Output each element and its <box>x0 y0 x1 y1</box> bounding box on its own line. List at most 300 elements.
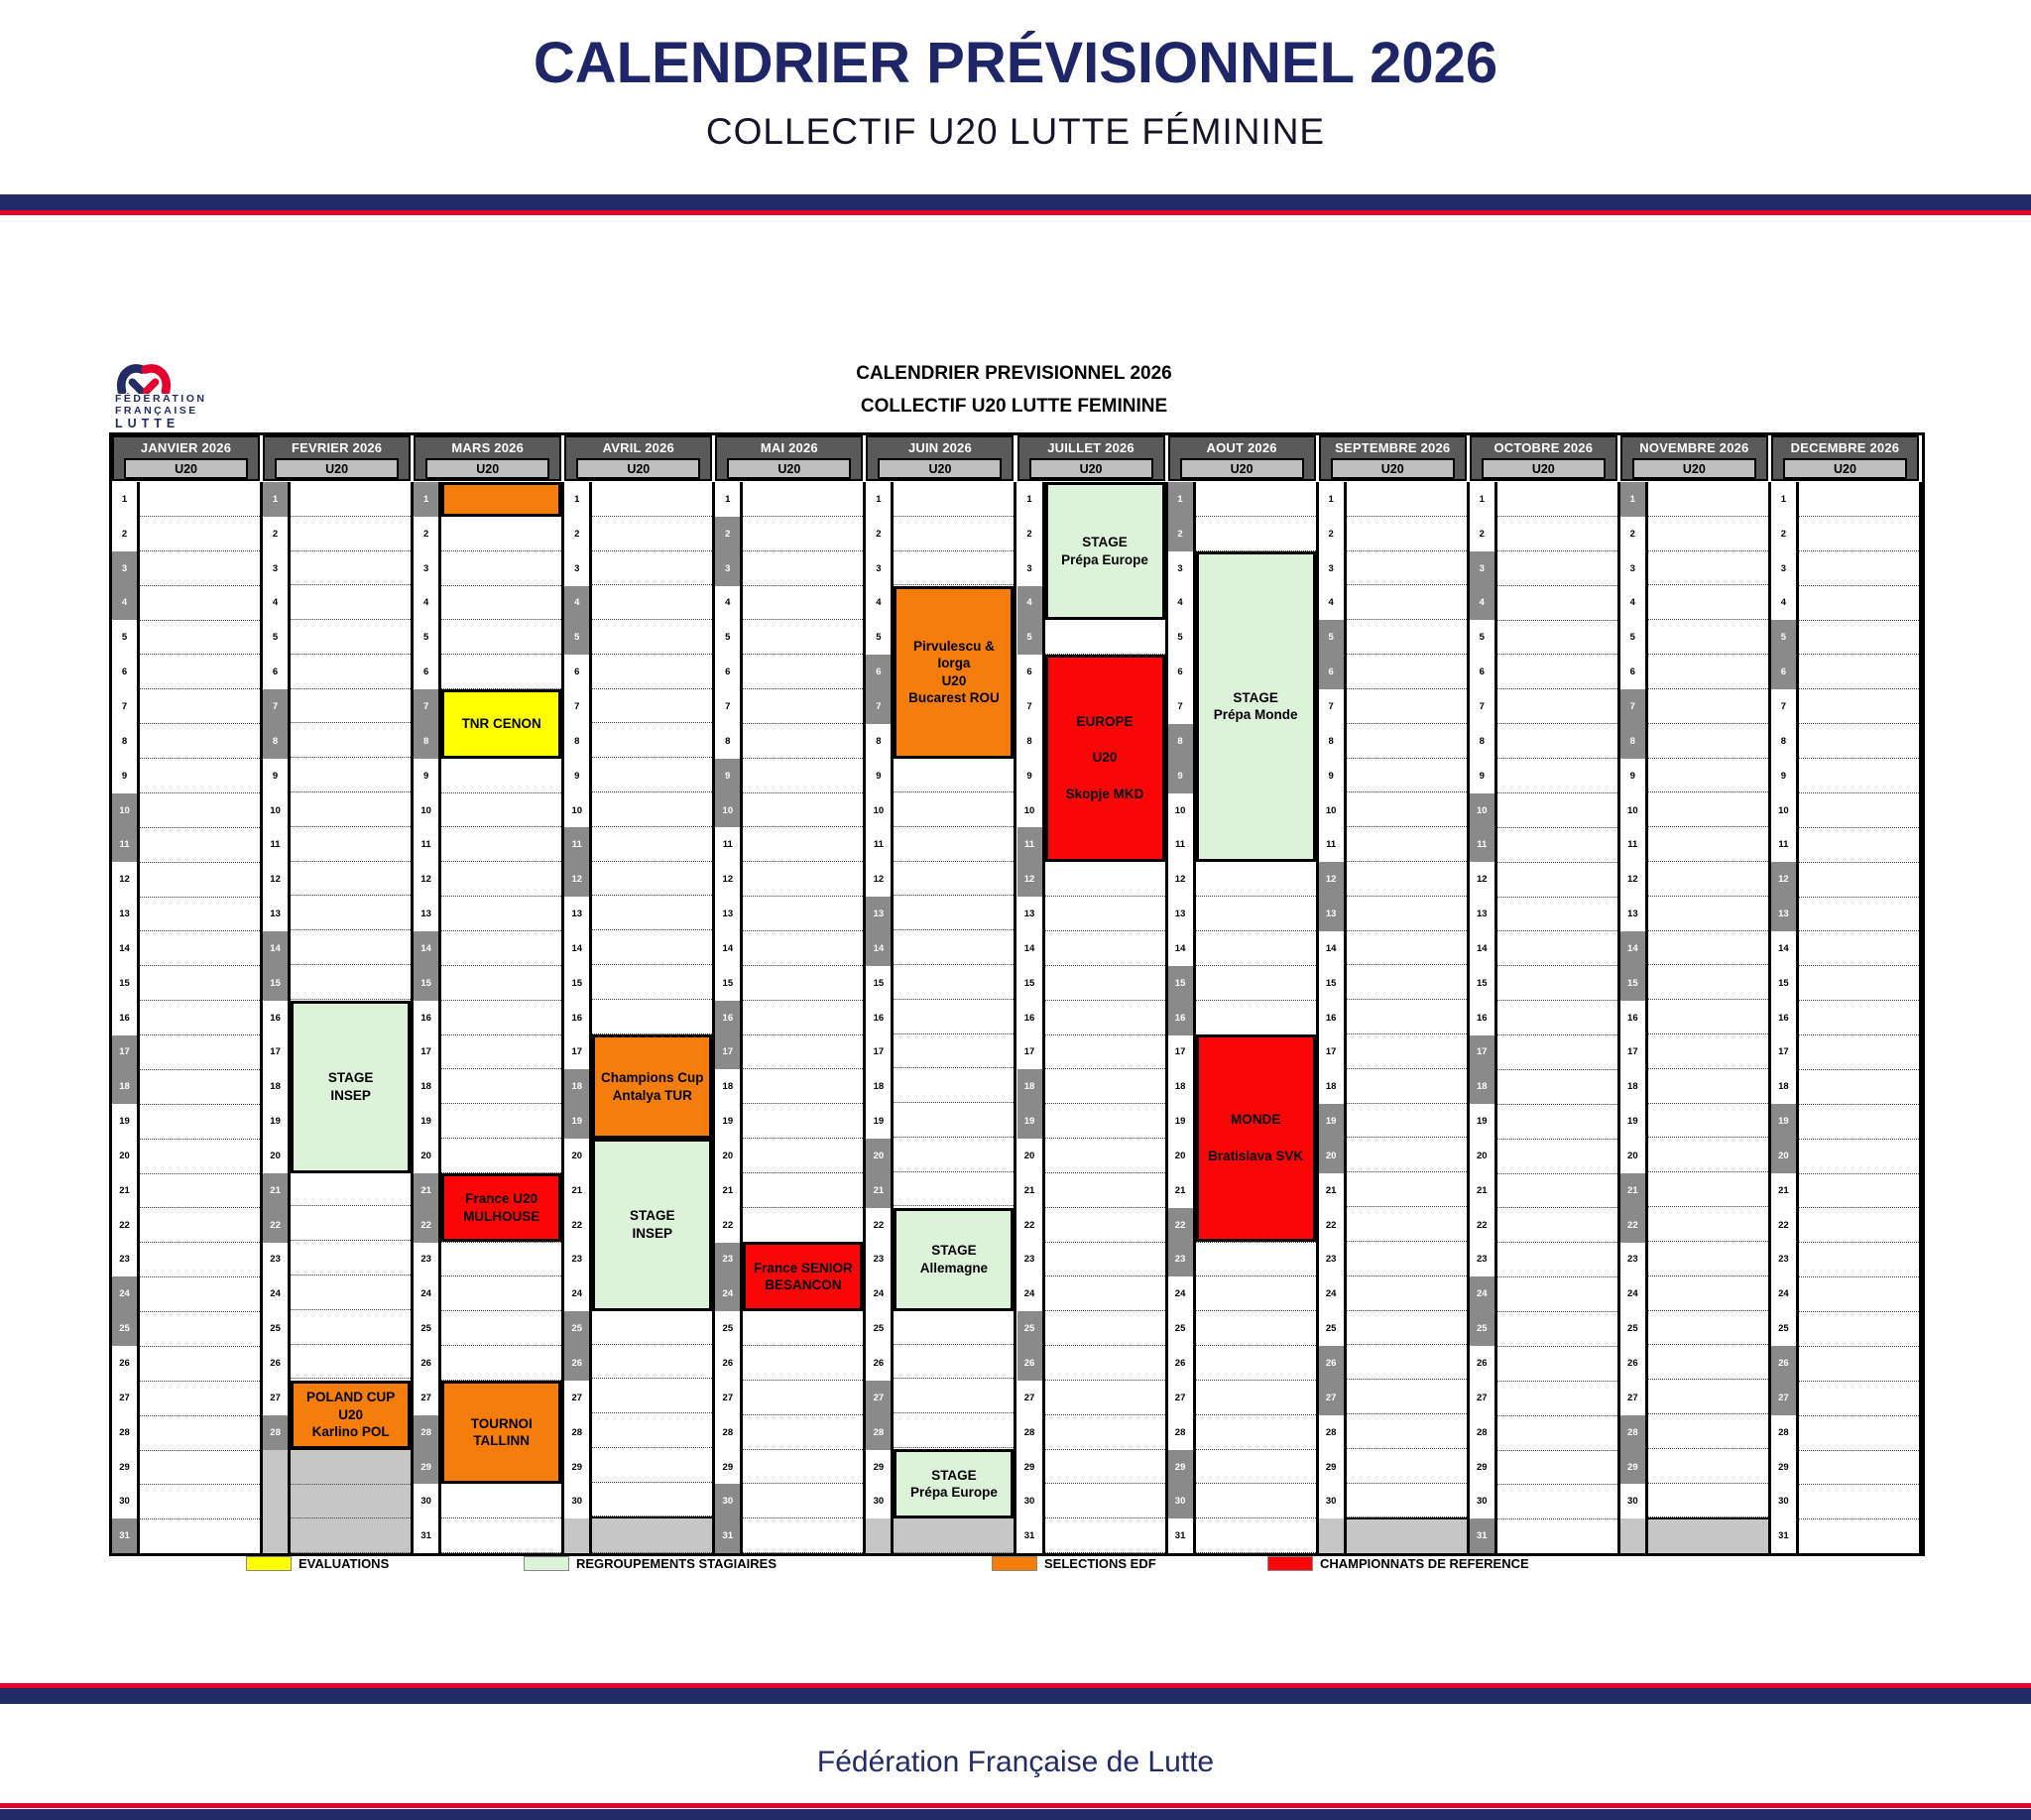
day-cell <box>592 1310 712 1345</box>
day-cell <box>1799 1277 1919 1312</box>
day-number-cell: 1 <box>866 482 891 517</box>
day-cell <box>592 1379 712 1413</box>
day-cell <box>1497 1140 1617 1174</box>
day-cell <box>743 1381 863 1415</box>
day-number-cell: 16 <box>112 1001 137 1035</box>
day-number-cell: 6 <box>715 655 740 689</box>
day-cell <box>894 551 1014 586</box>
day-cell <box>1497 689 1617 724</box>
day-number-cell: 7 <box>414 689 438 724</box>
month-header-10 <box>1470 435 1617 481</box>
day-cell <box>743 1518 863 1553</box>
day-number-cell: 21 <box>1017 1173 1042 1208</box>
day-number-cell: 11 <box>564 827 589 862</box>
day-number-cell <box>263 1484 288 1518</box>
event-block <box>1045 655 1165 862</box>
day-number-cell: 18 <box>1620 1069 1645 1104</box>
event-label-line: MONDE <box>1230 1112 1281 1128</box>
day-cell <box>1045 1001 1165 1035</box>
day-number-cell: 5 <box>715 620 740 655</box>
day-number-cell: 9 <box>112 759 137 793</box>
day-cell <box>592 551 712 586</box>
day-number-cell <box>564 1518 589 1553</box>
day-cell <box>140 1243 260 1277</box>
day-cell <box>140 482 260 517</box>
day-number-cell: 14 <box>866 931 891 966</box>
event-label-line: Champions Cup <box>601 1070 704 1086</box>
day-number-cell: 26 <box>564 1346 589 1381</box>
day-number-cell: 15 <box>1319 966 1344 1001</box>
day-number-cell: 19 <box>112 1104 137 1139</box>
day-number-cell: 14 <box>1017 931 1042 966</box>
calendar-title: CALENDRIER PREVISIONNEL 2026 <box>856 363 1172 384</box>
day-cell <box>1799 863 1919 898</box>
day-cell <box>1347 1414 1467 1449</box>
day-cell <box>140 1485 260 1519</box>
event-block <box>441 482 561 517</box>
day-number-cell: 1 <box>1470 482 1494 517</box>
day-cell <box>1799 482 1919 517</box>
month-subheader-u20: U20 <box>1180 458 1304 479</box>
bottom-rule-navy-2 <box>0 1809 2031 1820</box>
event-label-line: France U20 <box>465 1191 538 1207</box>
day-number-cell: 23 <box>1319 1243 1344 1277</box>
month-subheader-u20: U20 <box>275 458 399 479</box>
day-number-cell: 24 <box>564 1276 589 1311</box>
day-cell <box>1799 517 1919 551</box>
day-number-cell: 23 <box>866 1243 891 1277</box>
day-number-cell: 4 <box>1470 586 1494 621</box>
day-cell <box>894 930 1014 965</box>
day-number-cell: 8 <box>715 724 740 759</box>
day-cell <box>894 965 1014 1000</box>
day-number-cell: 8 <box>112 724 137 759</box>
day-number-cell: 2 <box>564 517 589 551</box>
month-name: SEPTEMBRE 2026 <box>1335 440 1451 455</box>
day-number-cell: 4 <box>1168 586 1193 621</box>
day-cell <box>592 1413 712 1448</box>
event-block <box>894 1208 1014 1312</box>
day-cell <box>1196 482 1316 517</box>
day-number-cell: 7 <box>1771 689 1796 724</box>
day-number-cell: 2 <box>1017 517 1042 551</box>
day-cell <box>441 620 561 655</box>
day-number-cell: 6 <box>263 655 288 689</box>
day-cell <box>1347 1484 1467 1518</box>
day-number-cell: 9 <box>866 759 891 793</box>
month-subheader-u20: U20 <box>124 458 248 479</box>
day-number-cell: 28 <box>414 1415 438 1450</box>
legend-item-championnats <box>1267 1553 1529 1573</box>
day-cell <box>1497 482 1617 517</box>
day-number-cell: 6 <box>1168 655 1193 689</box>
day-number-cell: 9 <box>1771 759 1796 793</box>
day-number-cell: 27 <box>866 1381 891 1415</box>
day-number-strip <box>866 482 891 1553</box>
day-number-cell: 31 <box>1771 1518 1796 1553</box>
day-cell <box>1347 1172 1467 1207</box>
day-number-cell: 24 <box>414 1276 438 1311</box>
event-label-line: U20 <box>941 672 967 688</box>
day-number-cell: 14 <box>564 931 589 966</box>
day-number-cell: 24 <box>1017 1276 1042 1311</box>
day-number-cell: 3 <box>1620 551 1645 586</box>
day-cell <box>743 897 863 931</box>
day-number-strip <box>414 482 438 1553</box>
logo-line-3: LUTTE <box>115 417 180 430</box>
month-header-5 <box>715 435 863 481</box>
month-subheader-u20: U20 <box>1632 458 1756 479</box>
day-cell <box>1799 586 1919 621</box>
month-day-area <box>1344 482 1470 1553</box>
day-cell <box>1648 1380 1768 1414</box>
day-cell <box>894 1068 1014 1103</box>
day-cell <box>1045 1311 1165 1346</box>
day-number-cell: 2 <box>715 517 740 551</box>
event-block <box>894 1449 1014 1518</box>
day-number-cell: 20 <box>715 1139 740 1173</box>
top-rule-navy <box>0 194 2031 210</box>
day-number-cell: 12 <box>866 862 891 897</box>
day-cell <box>894 1138 1014 1172</box>
event-label-line: Karlino POL <box>311 1424 390 1440</box>
day-cell <box>1497 898 1617 932</box>
day-number-cell: 5 <box>1319 620 1344 655</box>
month-day-area <box>438 482 564 1553</box>
day-cell <box>291 1275 411 1310</box>
day-number-cell: 29 <box>1319 1450 1344 1485</box>
day-cell <box>441 517 561 551</box>
day-number-cell: 21 <box>1319 1173 1344 1208</box>
day-number-cell: 15 <box>1168 966 1193 1001</box>
day-number-cell: 10 <box>263 793 288 828</box>
day-cell <box>140 1451 260 1486</box>
day-cell <box>1497 621 1617 656</box>
day-cell <box>1799 966 1919 1001</box>
event-label-line: STAGE <box>1233 689 1278 705</box>
day-number-cell: 26 <box>1620 1346 1645 1381</box>
month-header-1 <box>112 435 260 481</box>
day-number-cell: 23 <box>112 1243 137 1277</box>
day-cell <box>441 1311 561 1346</box>
day-cell <box>743 1415 863 1450</box>
day-number-cell: 30 <box>112 1484 137 1518</box>
day-cell <box>1648 1414 1768 1449</box>
day-number-cell: 9 <box>715 759 740 793</box>
calendar-table <box>109 432 1925 1556</box>
day-number-cell: 13 <box>866 897 891 931</box>
day-cell <box>1648 965 1768 1000</box>
day-cell <box>1347 655 1467 689</box>
day-number-cell: 31 <box>112 1518 137 1553</box>
day-cell <box>1196 517 1316 551</box>
event-block <box>1196 1034 1316 1242</box>
day-cell <box>441 827 561 862</box>
day-number-cell: 7 <box>1470 689 1494 724</box>
day-cell <box>1347 585 1467 620</box>
day-number-cell: 26 <box>1319 1346 1344 1381</box>
day-number-cell: 13 <box>112 897 137 931</box>
calendar-subtitle: COLLECTIF U20 LUTTE FEMININE <box>860 396 1168 417</box>
day-cell <box>592 1483 712 1517</box>
day-number-cell: 15 <box>1017 966 1042 1001</box>
day-number-cell: 5 <box>1470 620 1494 655</box>
day-number-cell: 28 <box>564 1415 589 1450</box>
day-number-cell: 6 <box>1470 655 1494 689</box>
day-cell <box>291 482 411 517</box>
day-cell <box>140 1519 260 1553</box>
day-number-cell: 31 <box>414 1518 438 1553</box>
day-number-cell: 25 <box>715 1311 740 1346</box>
day-cell <box>441 759 561 793</box>
day-cell <box>1497 1416 1617 1451</box>
day-number-cell: 13 <box>1017 897 1042 931</box>
day-number-cell: 13 <box>564 897 589 931</box>
day-number-cell: 25 <box>1771 1311 1796 1346</box>
day-cell <box>140 828 260 863</box>
month-day-area <box>1042 482 1168 1553</box>
day-cell <box>592 689 712 724</box>
day-cell <box>1196 1381 1316 1415</box>
day-number-cell: 9 <box>1620 759 1645 793</box>
day-cell <box>140 1070 260 1105</box>
day-number-cell: 17 <box>414 1035 438 1070</box>
day-number-cell: 7 <box>715 689 740 724</box>
day-number-cell: 20 <box>1168 1139 1193 1173</box>
day-cell <box>894 792 1014 827</box>
day-number-cell: 22 <box>1771 1208 1796 1243</box>
month-subheader-u20: U20 <box>1029 458 1153 479</box>
day-cell <box>592 758 712 792</box>
day-number-cell: 6 <box>112 655 137 689</box>
day-number-cell: 21 <box>1620 1173 1645 1208</box>
day-cell <box>291 965 411 1000</box>
day-cell <box>592 1345 712 1380</box>
day-number-cell: 1 <box>414 482 438 517</box>
day-number-cell: 4 <box>715 586 740 621</box>
day-cell <box>441 1518 561 1553</box>
day-number-cell: 26 <box>414 1346 438 1381</box>
event-label-line: STAGE <box>1082 535 1128 550</box>
day-cell <box>140 898 260 932</box>
day-cell <box>140 1208 260 1243</box>
day-cell <box>1648 1104 1768 1139</box>
month-name: JUIN 2026 <box>907 440 972 455</box>
day-cell <box>1799 621 1919 656</box>
day-number-cell: 5 <box>414 620 438 655</box>
day-cell <box>1045 1173 1165 1208</box>
event-label-line: MULHOUSE <box>463 1208 540 1224</box>
event-label-line: Bucarest ROU <box>908 690 1000 706</box>
day-number-cell: 8 <box>414 724 438 759</box>
day-cell <box>1497 1001 1617 1035</box>
day-cell <box>1497 1105 1617 1140</box>
day-number-cell: 1 <box>263 482 288 517</box>
day-cell <box>1497 1451 1617 1486</box>
event-label-line: Pirvulescu & Iorga <box>913 638 995 671</box>
day-number-cell: 26 <box>1017 1346 1042 1381</box>
day-cell <box>140 724 260 759</box>
month-column-1 <box>112 482 263 1553</box>
day-cell <box>140 689 260 724</box>
day-number-cell: 11 <box>715 827 740 862</box>
top-rule-red <box>0 210 2031 215</box>
day-number-cell: 14 <box>1771 931 1796 966</box>
day-cell <box>291 1310 411 1345</box>
day-number-cell: 28 <box>1620 1415 1645 1450</box>
day-number-cell: 18 <box>1771 1069 1796 1104</box>
day-number-cell: 10 <box>715 793 740 828</box>
day-cell <box>1497 1035 1617 1070</box>
day-number-cell: 29 <box>866 1450 891 1485</box>
day-cell <box>1648 620 1768 655</box>
day-number-cell: 30 <box>414 1484 438 1518</box>
day-number-cell: 6 <box>866 655 891 689</box>
day-number-cell: 15 <box>564 966 589 1001</box>
day-number-cell: 22 <box>1017 1208 1042 1243</box>
day-number-strip <box>1017 482 1042 1553</box>
day-cell <box>291 655 411 689</box>
day-number-cell: 4 <box>1017 586 1042 621</box>
day-cell <box>743 517 863 551</box>
day-cell <box>140 1382 260 1416</box>
day-cell <box>1196 1311 1316 1346</box>
day-number-cell: 7 <box>112 689 137 724</box>
day-number-cell: 10 <box>1319 793 1344 828</box>
day-cell <box>441 1484 561 1518</box>
day-number-strip <box>1319 482 1344 1553</box>
event-label-line: STAGE <box>931 1467 977 1483</box>
day-number-strip <box>263 482 288 1553</box>
day-number-cell: 8 <box>564 724 589 759</box>
day-number-cell: 30 <box>564 1484 589 1518</box>
legend-item-evaluations <box>246 1553 389 1573</box>
day-number-cell: 24 <box>1470 1276 1494 1311</box>
day-number-cell: 31 <box>1470 1518 1494 1553</box>
day-number-cell: 21 <box>414 1173 438 1208</box>
day-number-cell: 13 <box>1168 897 1193 931</box>
day-number-cell: 23 <box>1771 1243 1796 1277</box>
month-header-6 <box>866 435 1014 481</box>
day-number-cell: 18 <box>1017 1069 1042 1104</box>
day-cell <box>1648 1345 1768 1380</box>
day-number-cell: 21 <box>263 1173 288 1208</box>
day-number-cell: 31 <box>715 1518 740 1553</box>
day-number-strip <box>1620 482 1645 1553</box>
day-cell <box>1497 828 1617 863</box>
day-cell <box>1799 1485 1919 1519</box>
day-number-cell: 7 <box>1017 689 1042 724</box>
day-number-cell: 29 <box>715 1450 740 1485</box>
day-number-cell: 17 <box>715 1035 740 1070</box>
day-cell <box>441 1104 561 1139</box>
day-cell <box>291 862 411 897</box>
day-number-cell: 18 <box>866 1069 891 1104</box>
day-cell <box>1497 1277 1617 1312</box>
day-number-cell: 3 <box>1319 551 1344 586</box>
day-cell <box>291 896 411 930</box>
day-cell <box>1648 931 1768 966</box>
day-number-cell: 21 <box>1470 1173 1494 1208</box>
day-number-cell: 10 <box>1168 793 1193 828</box>
day-number-cell: 27 <box>1470 1381 1494 1415</box>
day-number-cell: 3 <box>1168 551 1193 586</box>
day-number-cell: 23 <box>414 1243 438 1277</box>
event-label-line: INSEP <box>330 1087 371 1103</box>
event-label-line: Prépa Europe <box>910 1485 998 1501</box>
day-number-cell: 11 <box>263 827 288 862</box>
day-cell <box>1497 793 1617 828</box>
day-cell <box>1347 862 1467 897</box>
day-number-cell: 25 <box>263 1311 288 1346</box>
day-cell <box>1196 1276 1316 1311</box>
day-number-cell: 16 <box>1470 1001 1494 1035</box>
day-number-cell: 10 <box>1017 793 1042 828</box>
day-number-cell: 31 <box>1168 1518 1193 1553</box>
event-label-line: STAGE <box>931 1243 977 1259</box>
day-cell <box>291 1172 411 1207</box>
day-number-cell: 9 <box>263 759 288 793</box>
day-cell <box>1196 931 1316 966</box>
day-number-cell: 17 <box>263 1035 288 1070</box>
event-block <box>291 1381 411 1450</box>
day-number-cell: 14 <box>715 931 740 966</box>
day-number-cell: 18 <box>263 1069 288 1104</box>
day-number-cell: 3 <box>715 551 740 586</box>
day-cell <box>1799 1416 1919 1451</box>
day-cell <box>1648 1276 1768 1311</box>
day-number-cell: 23 <box>1470 1243 1494 1277</box>
day-number-cell: 15 <box>263 966 288 1001</box>
day-cell <box>1799 759 1919 793</box>
day-cell <box>441 586 561 621</box>
day-number-cell: 10 <box>112 793 137 828</box>
day-number-cell: 2 <box>866 517 891 551</box>
month-subheader-u20: U20 <box>1331 458 1455 479</box>
event-label-line: Antalya TUR <box>612 1087 692 1103</box>
event-label-line: France SENIOR <box>753 1260 853 1275</box>
event-label-line: Bratislava SVK <box>1208 1148 1304 1163</box>
day-number-cell: 21 <box>866 1173 891 1208</box>
legend-color-chip <box>246 1556 292 1571</box>
day-cell <box>140 1416 260 1451</box>
event-block <box>291 1001 411 1173</box>
day-cell <box>894 827 1014 862</box>
legend-color-chip <box>992 1556 1037 1571</box>
day-cell <box>1045 897 1165 931</box>
day-cell <box>291 792 411 827</box>
day-number-cell: 18 <box>414 1069 438 1104</box>
day-cell <box>1196 1450 1316 1485</box>
month-header-12 <box>1771 435 1919 481</box>
day-number-cell: 29 <box>1470 1450 1494 1485</box>
day-number-cell: 7 <box>1319 689 1344 724</box>
day-cell <box>441 655 561 689</box>
event-block <box>441 1381 561 1485</box>
event-label-line: Allemagne <box>919 1260 989 1275</box>
day-number-cell: 24 <box>112 1276 137 1311</box>
day-cell <box>291 585 411 620</box>
day-number-cell: 8 <box>1771 724 1796 759</box>
day-cell <box>291 551 411 586</box>
day-number-cell: 13 <box>1319 897 1344 931</box>
day-number-cell: 3 <box>414 551 438 586</box>
day-number-cell: 7 <box>263 689 288 724</box>
day-number-cell: 17 <box>1319 1035 1344 1070</box>
footer-text: Fédération Française de Lutte <box>816 1746 1215 1778</box>
day-number-cell: 30 <box>1017 1484 1042 1518</box>
day-cell <box>592 482 712 517</box>
